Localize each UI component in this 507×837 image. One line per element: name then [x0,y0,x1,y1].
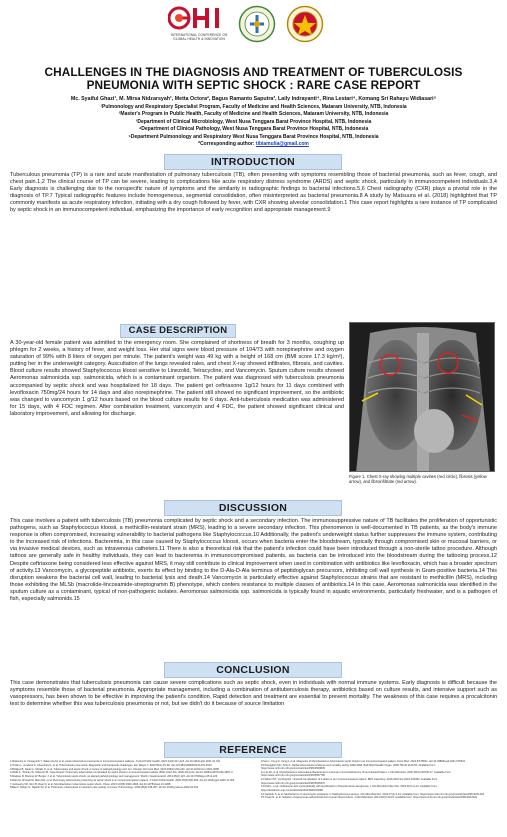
reference-item: 5.Matisse R, Brennet W, Burger J, et al. Tuberculosis septic shock, an altered pathophysiology and management. World J Gastroenterol. 2019;25(2):123. doi:10.3748/wjg.v25.i2.123 [10,775,218,778]
discussion-text: This case involves a patient with tuberculosis (TB) pneumonia complicated by septic shock and a secondary infection. The immunosuppressive nature of TB facilitates the proliferation of opportunistic pathogens, such as Staphylococcus kloosii, a methicillin-resistant strain (MRS), leading to a severe secondary infection. This phenomenon is well-documented in TB patients, as the body's immune response is often compromised, increasing vulnerability to bacterial pathogens like Staphylococcus.10 Additionally, the patient's underweight status further suppresses the immune system, contributing to the increased risk of infections. Bacteremia, in this case caused by Staphylococcus kloosii, occurs when bacteria enter the bloodstream, typically through compromised skin or mucosal barriers, or via invasive medical devices, such as intravenous catheters.11 There is also a theoretical risk that the patient's infection could have been introduced through a non-sterile tattoo procedure. Although tattoos are generally safe in healthy individuals, they can lead to bacteremia in immunocompromised patients, as bacteria can be introduced into the bloodstream during the tattooing process.12 Despite ceftriaxone being considered less effective against MRS, it may still contribute to clinical improvement when used in combination with antibiotics like levofloxacin, which has a broader spectrum of activity.13 Vancomycin, a glycopeptide antibiotic, exerts its effect by binding to the D-Ala-D-Ala terminus of peptidoglycan precursors, inhibiting cell wall synthesis in Gram-positive bacteria.14 This disruption weakens the bacterial cell wall, leading to bacterial lysis and death.14 Vancomycin is particularly effective against Staphylococcus strains that are resistant to methicillin (MRS), including those exhibiting the MLSb (macrolide-lincosamide-streptogramin B) phenotype, which confers resistance to multiple classes of antibiotics.14 In this case, Aeromonas salmonicida was identified in the sputum culture as a contaminant, typical of non-pathogenic isolates. Aeromonas salmonicida ssp. salmonicida is typically found in aquatic environments, particularly freshwater, and is a pathogen of fish, especially salmonids.15 [10,518,497,603]
affiliation-2: ²Master's Program in Public Health, Faculty of Medicine and Health Sciences, Mataram University, NTB, Indonesia [118,111,389,118]
poster-header [0,0,507,62]
case-description-heading: CASE DESCRIPTION [120,324,236,338]
case-description-text: A 30-year-old female patient was admitted to the emergency room. She complained of shortness of breath for 3 months, coughing up phlegm for 2 weeks, a history of fever, and weight loss. Her vital signs were blood pressure of 104/73 with norepinephrine and oxygen saturation of 99% with 8 liters of oxygen per minute. The patient's weight was 49 kg with a height of 168 cm (BMI score 17.3 kg/m²), putting her in the underweight category. Auscultation of the lungs revealed rales, and chest X-ray showed infiltrates, fibrosis, and cavities. Blood culture results showed Staphylococcus kloosi sensitive to Linezolid, Tetracycline, and Vancomycin. Sputum culture results showed Aeromonas salmonicida ssp. salmonicida, which is a contaminant organism. The patient was diagnosed with tuberculosis pneumonia accompanied by septic shock and was hospitalized for 18 days. The patient get ceftriaxone 1g/12 hours for 11 days combined with levofloxacin 750mg/24 hours for 14 days and also norepinephrine. The patient still showed no significant improvement, so the antibiotic was changed to vancomycin 1 g/12 hours based on the blood culture results for 6 days. Anti-tuberculosis medication was administered for 15 days, with 4 FDC regimen. After combination treatment, vancomycin and 4 FDC, the patient showed significant clinical and laboratory improvement, and allowing for discharge. [10,340,344,417]
reference-item: 14.Gardete S, et al. Mechanisms of vancomycin resistance in Staphylococcus aureus. Clin Microbiol Rev. 2014;27(1):1-19. Available from: https://www.ncbi.nlm.nih.gov/pmc/articles/PMC4071434 [261,792,484,796]
university-seal-icon [286,5,324,43]
reference-item: 3.Bridges B, Sarai G, Shiraki O, et al. Tuberculosis and septic shock: A review of pathophysiology and. Am J Respir Crit Care Med. 2022;196(2):234-240. doi:10.1164/rccm.2021-0068 [10,767,219,771]
ghi-subtitle [168,33,230,41]
corresponding-label: *Corresponding author: [198,141,256,148]
discussion-heading: DISCUSSION [164,500,342,516]
ghi-subtitle-line1: INTERNATIONAL CONFERENCE ON [170,33,228,37]
health-office-seal-icon [238,5,276,43]
reference-item: 13.Patil L, et al. Ceftriaxone acts synergistically with levofloxacin in Pseudomonas aeruginosa. J Clin Microbiol Infect Dis. 2016;3(2):e1-10. Available from: https://academic.oup.com/cid/article/30/4/S93/340098 [261,785,438,792]
reference-list [10,760,497,834]
conclusion-text: This case demonstrates that tuberculosis pneumonia can cause severe complications such as septic shock, even in individuals with normal immune systems. Early diagnosis is difficult because the symptoms resemble those of bacterial pneumonia. Appropriate management, including a combination of antituberculosis therapy, antibiotics based on culture results, and intensive support such as vasopressors, has been shown to be effective in improving the patient's condition. Rapid detection and treatment are essential to prevent mortality. The weakness of this case requires a procalcitonin test to determine whether this was tuberculosis pneumonia or not, but we didn't do it because of source limitation [10,680,497,708]
corresponding-email-link[interactable]: tibiamulia@gmail.com [255,141,309,148]
chest-xray-image [350,323,495,472]
affiliation-1: ¹Pulmonology and Respiratory Specialist Program, Faculty of Medicine and Health Sciences, Mataram University, NTB, Indonesia [100,104,407,110]
ghi-subtitle-line2: GLOBAL HEALTH & INNOVATION [173,37,225,41]
reference-item: 6.Rato M, Ahmadi M, Mian MA, et al. Pulmonary tuberculosis presenting as septic shock in an immunocompetent patient. J Infect Public Health. 2020;15(5):600-605. doi:10.1016/j.jiph.2020.11.003 [10,778,235,782]
affiliations [10,104,497,148]
chest-xray-figure [349,322,495,472]
reference-item: 11.Lai ZZ, et al. Mycobacterium tuberculosis Bacteremia in a Human Immunodeficiency Virus-Infected Patient. J Clin Microbiol. 2020;49(3):e00706-17. Available from: https://www.ncbi.nlm.nih.gov/pmc/articles/PMC5657709 [261,770,452,778]
reference-item: 1.Matsuura H, Yamaguchi Y, Takemura M, et al. Acute tuberculous pneumonia in immunocompetent patients. J Infect Public Health. 2021;14(3):417-424. doi:10.1016/j.jiph.2021.01.011 [10,760,221,763]
introduction-text: Tuberculous pneumonia (TP) is a rare and acute manifestation of pulmonary tuberculosis (TB), often presenting with symptoms resembling those of bacterial pneumonia, such as fever, cough, and chest pain.1,2 The clinical course of TP can be severe, leading to complications like acute respiratory distress syndrome (ARDS) and septic shock, particularly in immunocompetent individuals.3,4 Early diagnosis is challenging due to the nonspecific nature of symptoms and the similarity in radiographic findings to bacterial infections.5,6 Chest radiography (CXR) plays a pivotal role in the diagnosis of TP.7 Typical radiographic features include homogeneous, segmental consolidation, often misinterpreted as bacterial pneumonia.8 A study by Matsuura et al. (2018) highlighted that TP commonly manifests as acute respiratory infection, initiating with a dry cough followed by fever, with CXR showing alveolar consolidation.1 This case report highlights a rare instance of TP complicated by septic shock in an immunocompetent individual, emphasizing the importance of early recognition and appropriate management.9 [10,172,497,214]
title-line2: PNEUMONIA WITH SEPTIC SHOCK : RARE CASE REPORT [86,78,421,92]
affiliation-4: ⁴Department of Clinical Pathology, West Nusa Tenggara Barat Province Hospital, NTB, Indonesia [138,126,369,133]
ghi-logo [168,5,230,45]
ghi-logo-mark [168,5,228,31]
reference-heading: REFERENCE [164,742,342,758]
conclusion-heading: CONCLUSION [164,662,342,678]
reference-item: 2.Tonkin L, Gusberti G, Kitambwa G, et al. Tuberculosis pneumonia: Diagnostic and therapeutic challenges. Eur Respir J. 2020;56(1):P1-82. doi:10.1183/13993003.01479-2019 [10,763,212,767]
affiliation-3: ³Department of Clinical Microbiology, West Nusa Tenggara Barat Province Hospital, NTB, Indonesia [135,118,372,125]
affiliation-5: ⁵Department Pulmonology and Respiratory West Nusa Tenggara Barat Province Hospital, NTB, Indonesia [128,133,379,140]
reference-column-right [261,760,497,800]
reference-item: 7.Janbeurig VR, Simi B, Rear D, et al. Mycobacterium tuberculosis septic shock. Chest. 2013;143(5):1660-1666. doi:10.1378/chest.10-1908 [10,782,171,786]
title-line1: CHALLENGES IN THE DIAGNOSIS AND TREATMENT OF TUBERCULOSIS [44,65,463,79]
reference-item: 12.Wilson NT, Cording RA. Unusual complication of a tattoo in an immunocompetent patient. BMJ Case Rep. 2016;2016:bcr-2016-216363. Available from: https://www.ncbi.nlm.nih.gov/pmc/articles/PMC5045375 [261,778,438,785]
poster-title [10,66,497,92]
corresponding-author [10,141,497,148]
figure-caption: Figure 1. Chest X-ray showing multiple cavities (red circle), fibrosis (yellow arrow), and fibroinfiltrate (red arrow). [349,474,487,485]
introduction-heading: INTRODUCTION [164,154,342,170]
reference-item: 9.Sun L, Feng Z, Yang F, et al. Diagnosis of Mycobacterium tuberculosis septic shock in an immunocompetent patient. Front Med. 2021;8:675641. doi:10.3389/fmed.2021.675641 [261,760,466,763]
reference-item: 15.Trwan R, et al. Isolation of Aeromonas salmonicida from human blood culture. J Med Microbiol. 2014;63(3):313-5. Available from: https://www.ncbi.nlm.nih.gov/pmc/articles/PMC3913123 [261,796,477,800]
author-list: Mc. Syaiful Ghazi¹, M. Mirsa Nidzarsyah¹, Metta Octora², Bagus Ramanto Saputra³, Laily Indrayanti⁴, Rina Lestari⁴, Komang Sri Rahayu Widiasari⁵ [70,96,437,102]
reference-item: 4.Wells K, Toohey W, Takeuchi M. Case Report: Pulmonary tuberculosis complicated by septic shock in immunocompetent adults. BMC Infect Dis. 2020;20(1):22. doi:10.1186/s12879-020-4907-3 [10,771,233,775]
reference-item: 8.Bae F, Delgin G, Tajeldin M, et al. Pulmonary tuberculosis in intensive care setting: A review. Pulmonology. 2022;28(4):245-257. doi:10.1016/j.pulmoe.2022.02.003 [10,786,199,790]
reference-item: 10.Pantiglioni MC, Kino K. Global tuberculosis incidence and mortality during 1990-2000. Bull World Health Organ. 2006;78(10):1142-56. Available from: https://www.ncbi.nlm.nih.gov/pmc/articles/PMC2560839 [261,763,436,771]
reference-column-left [10,760,246,790]
